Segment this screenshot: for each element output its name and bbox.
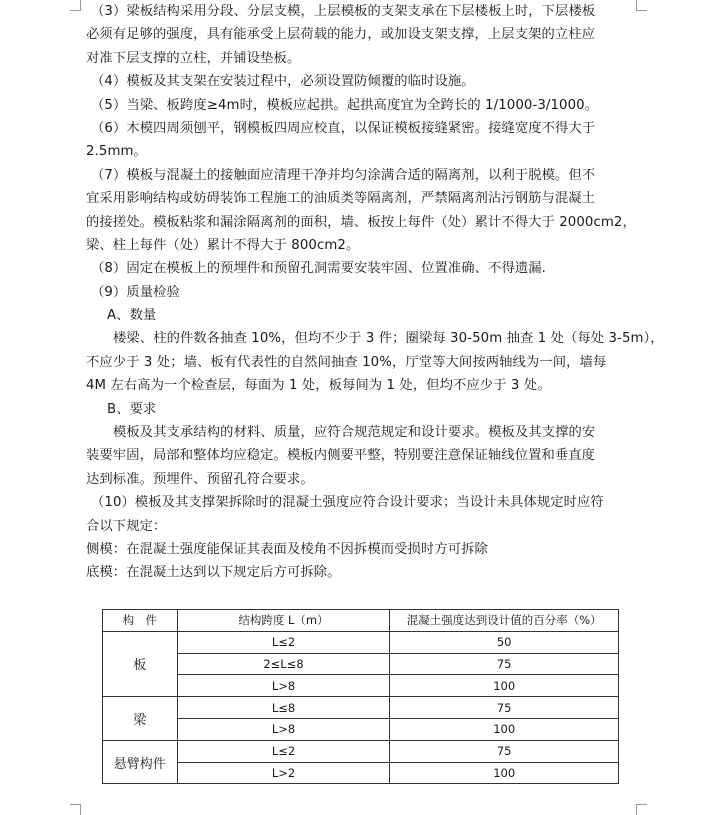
table-row [103, 653, 619, 675]
table-row [103, 718, 619, 740]
table-header-cell: 结构跨度 L（m） [177, 610, 390, 632]
page-corner-mark [70, 0, 81, 11]
paragraph-line: 4M 左右高为一个检查层，每面为 1 处，板每间为 1 处，但均不应少于 3 处。 [86, 378, 551, 394]
percent-cell: 100 [390, 762, 619, 784]
table-header-row [103, 610, 619, 632]
paragraph-line: 达到标准。预埋件、预留孔符合要求。 [86, 471, 314, 487]
table-row [103, 762, 619, 784]
percent-cell: 75 [390, 697, 619, 719]
member-cell: 板 [103, 631, 178, 696]
section-heading: （9）质量检验 [91, 284, 180, 300]
paragraph-line: 装要牢固，局部和整体均应稳定。模板内侧要平整，特别要注意保证轴线位置和垂直度 [86, 448, 596, 464]
span-cell: L≤2 [177, 631, 390, 653]
member-cell: 悬臂构件 [103, 740, 178, 784]
span-cell: L>8 [177, 675, 390, 697]
percent-cell: 50 [390, 631, 619, 653]
paragraph-line: （8）固定在模板上的预埋件和预留孔洞需要安装牢固、位置准确、不得遗漏. [91, 261, 546, 277]
paragraph-line: 梁、柱上每件（处）累计不得大于 800cm2。 [86, 237, 360, 253]
paragraph-line: （10）模板及其支撑架拆除时的混凝土强度应符合设计要求；当设计未具体规定时应符 [91, 495, 604, 511]
paragraph-line: （6）木模四周须刨平，钢模板四周应校直，以保证模板接缝紧密。接缝宽度不得大于 [91, 120, 596, 136]
table-row [103, 675, 619, 697]
paragraph-line: 的接搓处。模板粘浆和漏涂隔离剂的面积，墙、板按上每件（处）累计不得大于 2000cm2， [86, 214, 636, 230]
span-cell: L≤2 [177, 740, 390, 762]
span-cell: L>2 [177, 762, 390, 784]
paragraph-line: 楼梁、柱的件数各抽查 10%，但均不少于 3 件；圈梁每 30-50m 抽查 1 处（每处 3-5m）， [113, 331, 664, 347]
member-cell: 梁 [103, 697, 178, 741]
span-cell: L>8 [177, 718, 390, 740]
table-header-cell: 构 件 [103, 610, 178, 632]
page-corner-mark [636, 0, 647, 11]
document-body [86, 0, 664, 585]
paragraph-line: 不应少于 3 处；墙、板有代表性的自然间抽查 10%，厅堂等大间按两轴线为一间，墙每 [86, 354, 607, 370]
page-corner-mark [70, 804, 81, 815]
percent-cell: 75 [390, 740, 619, 762]
formwork-removal-table [102, 609, 619, 784]
paragraph-line: 2.5mm。 [86, 144, 147, 160]
paragraph-line: 必须有足够的强度，具有能承受上层荷载的能力，或加设支架支撑，上层支架的立柱应 [86, 27, 596, 43]
paragraph-line: 宜采用影响结构或妨碍装饰工程施工的油质类等隔离剂，严禁隔离剂沾污钢筋与混凝土 [86, 191, 596, 207]
table-row [103, 740, 619, 762]
paragraph-line: 模板及其支承结构的材料、质量，应符合规范规定和设计要求。模板及其支撑的安 [113, 425, 596, 441]
percent-cell: 100 [390, 718, 619, 740]
paragraph-line: （4）模板及其支架在安装过程中，必须设置防倾覆的临时设施。 [91, 74, 475, 90]
paragraph-line: 底模：在混凝土达到以下规定后方可拆除。 [86, 565, 341, 581]
subsection-heading: B、要求 [107, 401, 157, 417]
paragraph-line: （5）当梁、板跨度≥4m时，模板应起拱。起拱高度宜为全跨长的 1/1000-3/1000。 [91, 97, 599, 113]
percent-cell: 100 [390, 675, 619, 697]
span-cell: 2≤L≤8 [177, 653, 390, 675]
table-header-cell: 混凝土强度达到设计值的百分率（%） [390, 610, 619, 632]
paragraph-line: （3）梁板结构采用分段、分层支模，上层模板的支架支承在下层楼板上时，下层楼板 [91, 4, 596, 19]
table-row [103, 631, 619, 653]
paragraph-line: 侧模：在混凝土强度能保证其表面及棱角不因拆模而受损时方可拆除 [86, 541, 488, 557]
subsection-heading: A、数量 [107, 308, 157, 324]
paragraph-line: （7）模板与混凝土的接触面应清理干净并均匀涂满合适的隔离剂，以利于脱模。但不 [91, 167, 596, 183]
paragraph-line: 合以下规定： [86, 518, 167, 534]
page-corner-mark [636, 804, 647, 815]
span-cell: L≤8 [177, 697, 390, 719]
table-row [103, 697, 619, 719]
percent-cell: 75 [390, 653, 619, 675]
paragraph-line: 对准下层支撑的立柱，并铺设垫板。 [86, 50, 301, 66]
